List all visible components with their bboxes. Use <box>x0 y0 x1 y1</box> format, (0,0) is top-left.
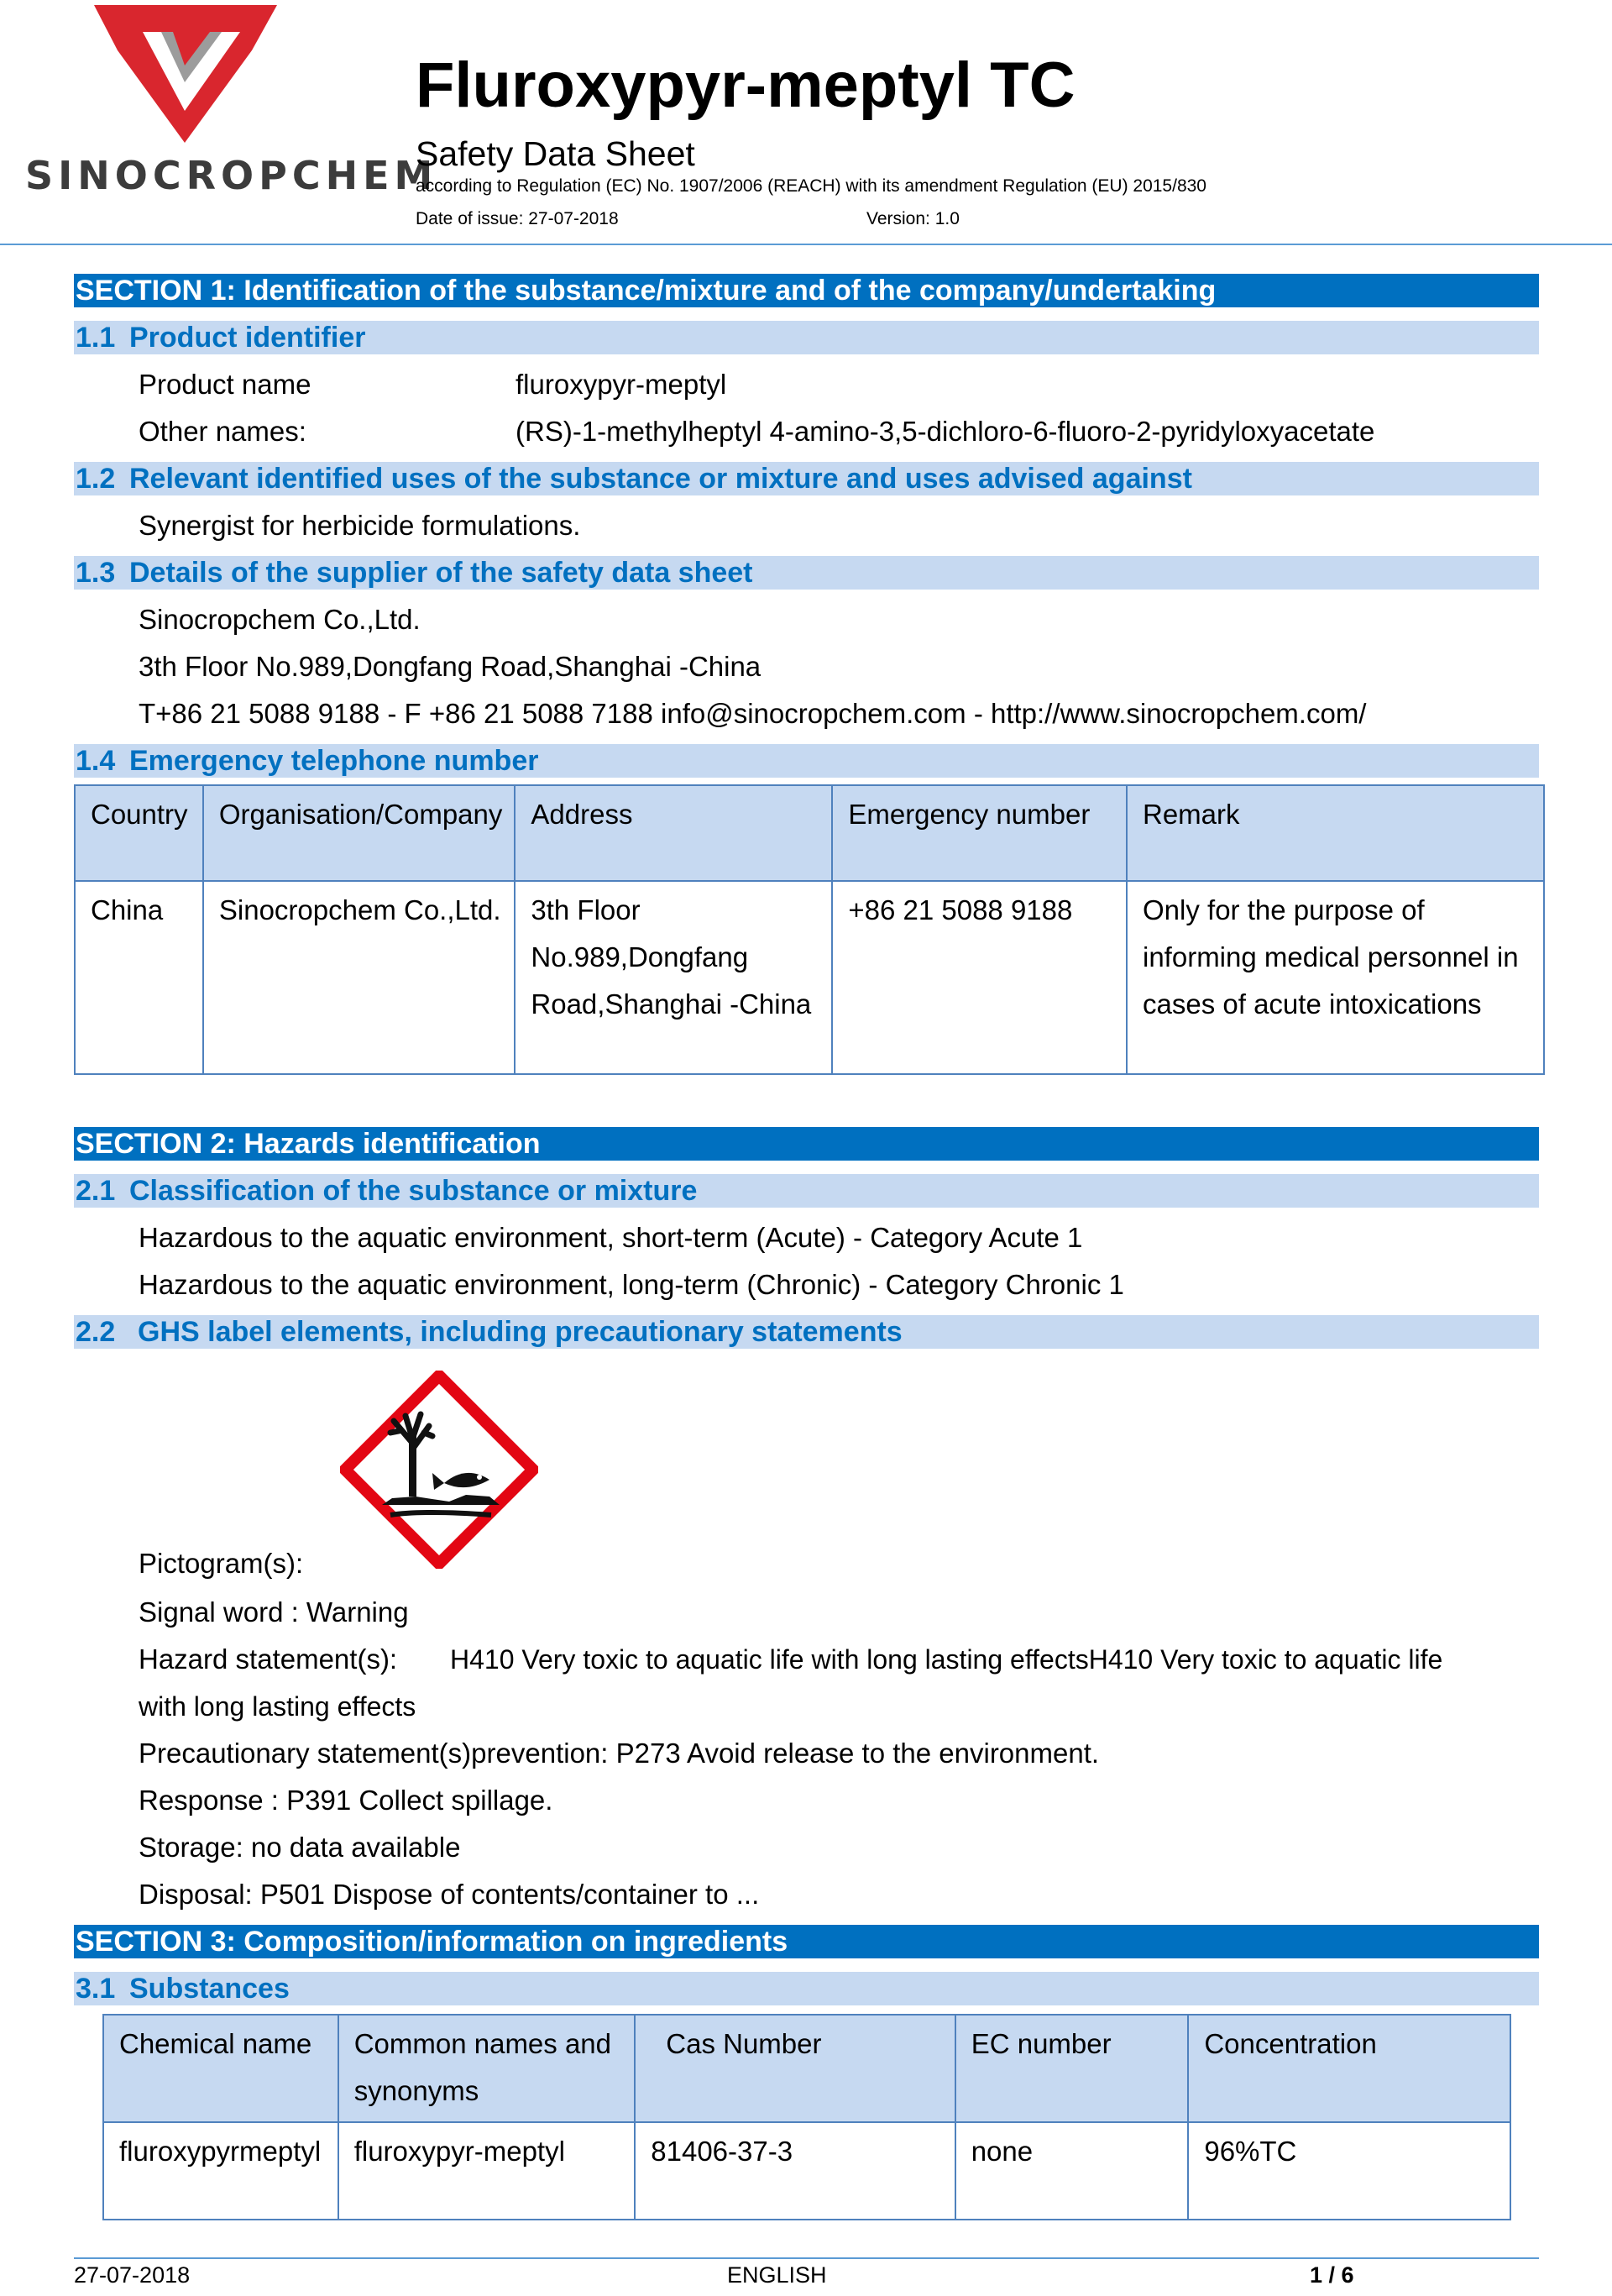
version: Version: 1.0 <box>866 209 960 228</box>
column-header: Concentration <box>1188 2015 1510 2122</box>
table-cell: China <box>75 881 203 1074</box>
date-of-issue: Date of issue: 27-07-2018 <box>416 209 619 228</box>
subsection-label: Substances <box>129 1973 290 2005</box>
subsection-label: Classification of the substance or mixture <box>129 1175 698 1207</box>
table-cell: none <box>955 2122 1189 2220</box>
environment-hazard-icon <box>340 1371 538 1569</box>
other-names-value: (RS)-1-methylheptyl 4-amino-3,5-dichloro-6-fluoro-2-pyridyloxyacetate <box>516 416 1375 447</box>
hazard-statement-label: Hazard statement(s): <box>139 1643 398 1675</box>
supplier-address: 3th Floor No.989,Dongfang Road,Shanghai -China <box>139 651 762 682</box>
column-header: Country <box>75 785 203 881</box>
subsection-1-3 <box>74 556 1539 590</box>
table-cell: 81406-37-3 <box>635 2122 955 2220</box>
emergency-contact-table <box>74 784 1545 1075</box>
column-header: EC number <box>955 2015 1189 2122</box>
subsection-3-1 <box>74 1972 1539 2005</box>
page-number: 1 / 6 <box>1310 2262 1354 2288</box>
subsection-1-4 <box>74 744 1539 778</box>
footer-language: ENGLISH <box>727 2262 827 2288</box>
subsection-number: 1.1 <box>76 322 116 354</box>
document-title: Fluroxypyr-meptyl TC <box>416 50 1076 121</box>
subsection-label: Product identifier <box>129 322 366 354</box>
table-cell: +86 21 5088 9188 <box>832 881 1127 1074</box>
table-header-row <box>103 2015 1510 2122</box>
table-row <box>75 881 1544 1074</box>
footer-date: 27-07-2018 <box>74 2262 191 2288</box>
hazard-statement-text: H410 Very toxic to aquatic life with long lasting effectsH410 Very toxic to aquatic life <box>450 1644 1443 1675</box>
hazard-statement-text-cont: with long lasting effects <box>139 1691 416 1722</box>
subsection-label: GHS label elements, including precautionary statements <box>138 1316 903 1348</box>
subsection-1-1 <box>74 321 1539 354</box>
subsection-label: Details of the supplier of the safety data sheet <box>129 557 753 589</box>
table-cell: fluroxypyr-meptyl <box>338 2122 636 2220</box>
table-cell: Sinocropchem Co.,Ltd. <box>203 881 516 1074</box>
subsection-label: Relevant identified uses of the substance or mixture and uses advised against <box>129 463 1192 495</box>
subsection-label: Emergency telephone number <box>129 745 539 777</box>
sinocropchem-logo-icon <box>84 0 285 151</box>
classification-line-2: Hazardous to the aquatic environment, long-term (Chronic) - Category Chronic 1 <box>139 1269 1124 1300</box>
document-subtitle: Safety Data Sheet <box>416 134 695 173</box>
column-header: Common names and synonyms <box>338 2015 636 2122</box>
subsection-number: 1.4 <box>76 745 116 777</box>
precautionary-prevention: Precautionary statement(s)prevention: P273 Avoid release to the environment. <box>139 1738 1100 1769</box>
precautionary-disposal: Disposal: P501 Dispose of contents/container to ... <box>139 1879 760 1910</box>
subsection-number: 3.1 <box>76 1973 116 2005</box>
signal-word: Signal word : Warning <box>139 1596 409 1628</box>
table-cell: 3th Floor No.989,Dongfang Road,Shanghai -China <box>515 881 832 1074</box>
column-header: Organisation/Company <box>203 785 516 881</box>
substances-table <box>102 2014 1511 2220</box>
regulation-note: according to Regulation (EC) No. 1907/2006 (REACH) with its amendment Regulation (EU) 2015/830 <box>416 176 1206 196</box>
subsection-1-2 <box>74 462 1539 495</box>
subsection-2-2 <box>74 1315 1539 1349</box>
precautionary-response: Response : P391 Collect spillage. <box>139 1785 553 1816</box>
pictogram-label: Pictogram(s): <box>139 1548 304 1579</box>
footer-divider <box>74 2257 1539 2259</box>
table-cell: Only for the purpose of informing medical personnel in cases of acute intoxications <box>1127 881 1544 1074</box>
section-1-heading: SECTION 1: Identification of the substance/mixture and of the company/undertaking <box>74 274 1539 307</box>
section-3-heading: SECTION 3: Composition/information on ingredients <box>74 1925 1539 1958</box>
precautionary-storage: Storage: no data available <box>139 1832 461 1863</box>
column-header: Cas Number <box>635 2015 955 2122</box>
column-header: Emergency number <box>832 785 1127 881</box>
subsection-number: 2.1 <box>76 1175 116 1207</box>
classification-line-1: Hazardous to the aquatic environment, short-term (Acute) - Category Acute 1 <box>139 1222 1083 1253</box>
other-names-label: Other names: <box>139 416 306 447</box>
supplier-contact: T+86 21 5088 9188 - F +86 21 5088 7188 info@sinocropchem.com - http://www.sinocropchem.com/ <box>139 698 1367 729</box>
subsection-number: 1.2 <box>76 463 116 495</box>
product-name-value: fluroxypyr-meptyl <box>516 369 727 400</box>
subsection-2-1 <box>74 1174 1539 1208</box>
product-name-label: Product name <box>139 369 311 400</box>
subsection-number: 2.2 <box>76 1316 116 1348</box>
table-row <box>103 2122 1510 2220</box>
section-2-heading: SECTION 2: Hazards identification <box>74 1127 1539 1161</box>
table-header-row <box>75 785 1544 881</box>
column-header: Remark <box>1127 785 1544 881</box>
identified-uses-text: Synergist for herbicide formulations. <box>139 510 581 541</box>
column-header: Address <box>515 785 832 881</box>
header-divider <box>0 244 1612 245</box>
supplier-company: Sinocropchem Co.,Ltd. <box>139 604 421 635</box>
table-cell: 96%TC <box>1188 2122 1510 2220</box>
subsection-number: 1.3 <box>76 557 116 589</box>
column-header: Chemical name <box>103 2015 338 2122</box>
table-cell: fluroxypyrmeptyl <box>103 2122 338 2220</box>
brand-name: SINOCROPCHEM <box>25 153 438 198</box>
